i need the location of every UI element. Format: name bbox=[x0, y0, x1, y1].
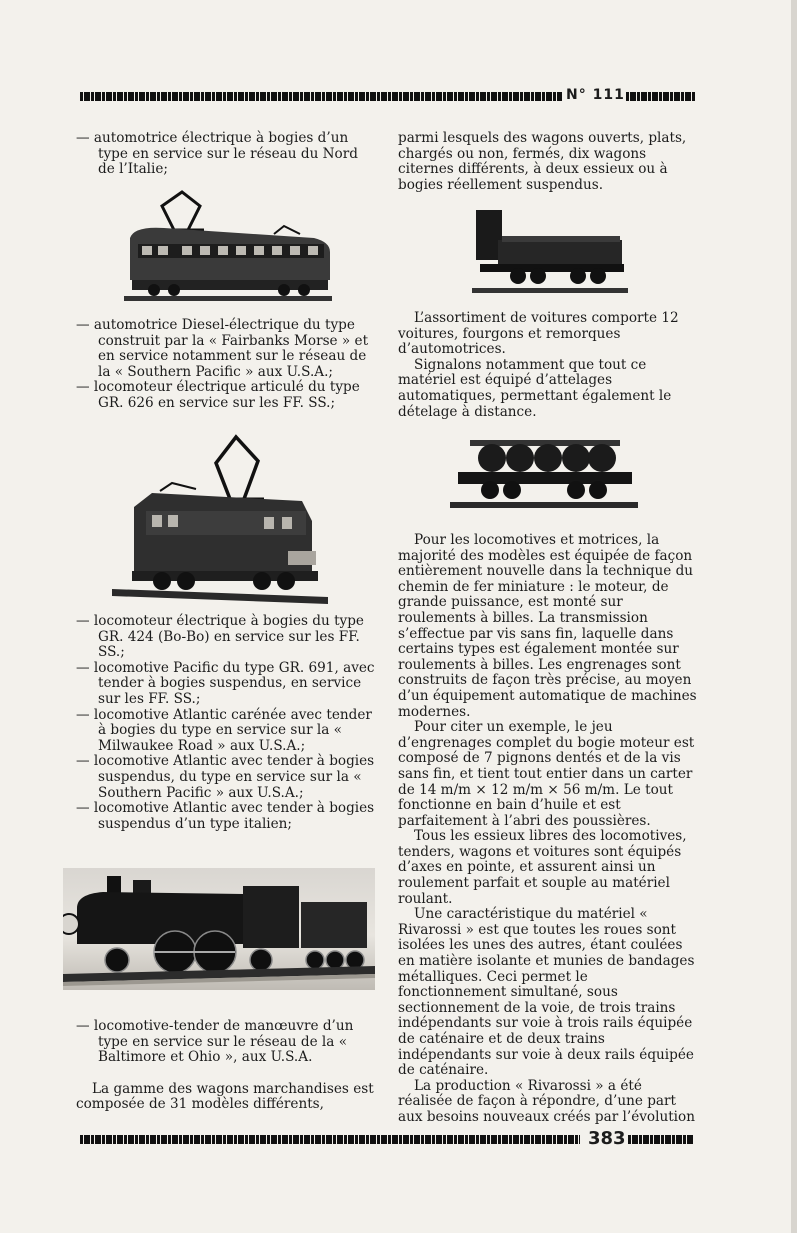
tank-wagon-illustration bbox=[450, 432, 638, 514]
list-item: — locomotive Atlantic carénée avec tender à bogies du type en service sur la « Milwaukee Road » aux U.S.A.; bbox=[76, 708, 378, 755]
freight-wagon-illustration bbox=[472, 206, 628, 298]
paragraph: Pour les locomotives et motrices, la majorité des modèles est équipée de façon entièrement nouvelle dans la technique du chemin de fer miniature : le moteur, de grande puissance, est monté sur roulements à billes. La transmission s’effectue par vis sans fin, laquelle dans certains types est également montée sur roulements à billes. Les engrenages sont construits de façon très précise, au moyen d’un équipement automatique de machines modernes. bbox=[398, 532, 697, 720]
paragraph: parmi lesquels des wagons ouverts, plats, chargés ou non, fermés, dix wagons citernes différents, à deux essieux ou à bogies réellement suspendus. bbox=[398, 130, 687, 193]
right-column-top bbox=[398, 131, 698, 193]
header-rule-right bbox=[626, 92, 696, 101]
paragraph: Pour citer un exemple, le jeu d’engrenages complet du bogie moteur est composé de 7 pignons dentés et de la vis sans fin, et tient tout entier dans un carter de 14 m/m × 12 m/m × 56 m/m. Le tout fonctionne en bain d’huile et est parfaitement à l’abri des poussières. bbox=[398, 719, 695, 829]
footer-rule bbox=[80, 1135, 580, 1144]
left-column-middle bbox=[76, 318, 378, 412]
paragraph: Une caractéristique du matériel « Rivarossi » est que toutes les roues sont isolées les unes des autres, étant coulées en matière isolante et munies de bandages métalliques. Ceci permet le fonctionnement simultané, sous sectionnement de la voie, de trois trains indépendants sur voie à trois rails équipée de caténaire et de deux trains indépendants sur voie à deux rails équipée de caténaire. bbox=[398, 906, 695, 1079]
articulated-locomotive-illustration bbox=[112, 431, 330, 606]
list-item: — automotrice électrique à bogies d’un type en service sur le réseau du Nord de l’Italie; bbox=[76, 131, 378, 178]
list-item: — locomoteur électrique à bogies du type GR. 424 (Bo-Bo) en service sur les FF. SS.; bbox=[76, 614, 378, 661]
footer-rule-right bbox=[628, 1135, 694, 1144]
paragraph: Tous les essieux libres des locomotives, tenders, wagons et voitures sont équipés d’axes en pointe, et assurent ainsi un roulement parfait et souple au matériel roulant. bbox=[398, 828, 687, 907]
list-item: — locomotive Atlantic avec tender à bogies suspendus d’un type italien; bbox=[76, 801, 378, 832]
paragraph: La gamme des wagons marchandises est composée de 31 modèles différents, bbox=[76, 1080, 374, 1113]
issue-number: N° 111 bbox=[566, 87, 625, 103]
list-item: — automotrice Diesel-électrique du type construit par la « Fairbanks Morse » et en service notamment sur le réseau de la « Southern Pacific » aux U.S.A.; bbox=[76, 318, 378, 380]
paragraph: L’assortiment de voitures comporte 12 voitures, fourgons et remorques d’automotrices. bbox=[398, 310, 679, 358]
right-column-middle bbox=[398, 311, 698, 420]
paragraph: La production « Rivarossi » a été réalisée de façon à répondre, d’une part aux besoins nouveaux créés par l’évolution bbox=[398, 1077, 695, 1125]
electric-railcar-illustration bbox=[124, 186, 332, 306]
left-column-bottom bbox=[76, 1019, 378, 1113]
paragraph: Signalons notamment que tout ce matériel est équipé d’attelages automatiques, permettant également le dételage à distance. bbox=[398, 356, 672, 420]
right-column-body bbox=[398, 533, 698, 1126]
list-item: — locomoteur électrique articulé du type GR. 626 en service sur les FF. SS.; bbox=[76, 380, 378, 411]
list-item: — locomotive Atlantic avec tender à bogies suspendus, du type en service sur la « Southern Pacific » aux U.S.A.; bbox=[76, 754, 378, 801]
left-column-list bbox=[76, 614, 378, 832]
list-item: — locomotive-tender de manœuvre d’un type en service sur le réseau de la « Baltimore et Ohio », aux U.S.A. bbox=[76, 1019, 378, 1066]
list-item: — locomotive Pacific du type GR. 691, avec tender à bogies suspendus, en service sur les FF. SS.; bbox=[76, 661, 378, 708]
left-column-top bbox=[76, 131, 378, 178]
page-number: 383 bbox=[588, 1128, 626, 1149]
page-edge bbox=[791, 0, 797, 1233]
steam-locomotive-photo bbox=[63, 868, 375, 990]
header-rule bbox=[80, 92, 562, 101]
